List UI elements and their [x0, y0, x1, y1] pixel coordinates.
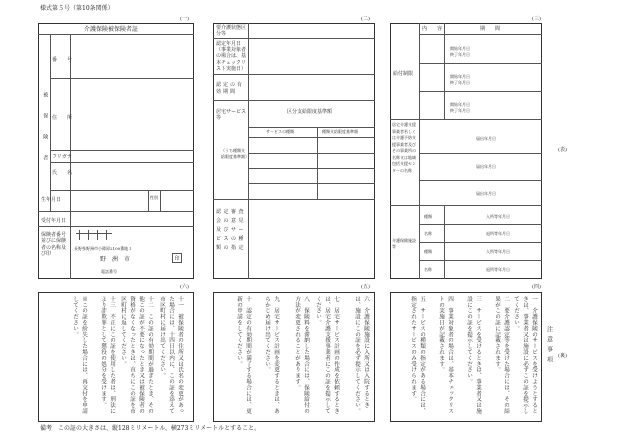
notify-date-2: 届出年月日	[476, 164, 496, 169]
panel-mark-2: (二)	[361, 16, 370, 22]
row-care-level: 要介護状態区分等	[216, 25, 247, 37]
note-7: 七 居宅サービス計画の作成を依頼するときは、居宅介護支援事業者にこの証を提示してください。	[315, 296, 339, 414]
panel-mark-6: (五)	[361, 284, 370, 290]
benefit-limit-label: 給付制限	[393, 71, 414, 77]
row-reception-date: 受付年月日	[41, 218, 67, 224]
limit-header: 区分支給限度基準額	[287, 109, 333, 115]
note-2: 二 要介護認定等を受けた場合には、その結果がこの証に記載されます。	[494, 296, 509, 414]
row-birthdate: 生年月日	[41, 197, 62, 203]
kind-limit-sub-row: （うち種類支給限度基準額）	[221, 148, 249, 159]
facility-label: 介護保険施設等	[392, 238, 416, 249]
facility-name-1: 名称	[424, 231, 432, 236]
col-content: 内 容	[422, 26, 443, 32]
footer-remark: 備考 この証の大きさは、縦128ミリメートル、横273ミリメートルとすること。	[40, 425, 261, 432]
facility-in-date-1: 入所等年月日	[486, 214, 510, 219]
note-5: 五 サービスの種類の指定がある場合には、指定されたサービスのみ受けられます。	[410, 296, 425, 414]
benefit-end-3: 終了年月日	[450, 108, 470, 113]
insurer-label: 保険者番号並びに保険者の名称及び印	[41, 232, 67, 258]
panel-mark-8: (裏)	[558, 353, 567, 359]
benefit-end-2: 終了年月日	[450, 80, 470, 85]
row-cert-date: 認定年月日（事業対象者の場合は、基本チェックリスト実施日）	[216, 41, 247, 72]
note-13: 十三 不正にこの証を使用した者は、刑法により詐欺罪として懲役の処分を受けます。	[100, 296, 115, 414]
support-provider-label: 居宅介護支援事業者若しくは介護予防支援事業者及びその事業所の名称又は地域包括支援センターの名称	[392, 122, 416, 173]
insurer-address: 長野県野洲市小篠原2100番地１	[74, 246, 133, 251]
note-asterisk: ※この証を紛失した場合には、再交付を申請してください。	[72, 296, 87, 414]
note-11: 十一 被保険者の住所又は氏名の変更があった場合には、十四日以内に、この証を添えて市区町村に届け出てください。	[159, 296, 183, 414]
note-8: 八 保険料を滞納した場合には、保険給付の方法が変更されることがあります。	[294, 296, 309, 414]
note-10: 十 認定の有効期間が満了する場合には、更新の申請をしてください。	[236, 296, 251, 414]
panel-mark-5: (六)	[180, 284, 189, 290]
card-title: 介護保険被保険者証	[84, 26, 139, 33]
panel-mark-7: (四)	[532, 284, 541, 290]
insurer-seal: 印	[172, 253, 182, 263]
benefit-start-3: 開始年月日	[450, 102, 470, 107]
insured-group-label: 被保険者	[42, 92, 49, 176]
row-furigana: フリガナ	[52, 154, 72, 160]
row-address: 住 所	[52, 115, 73, 121]
note-12: 十二 この証の有効期間が過ぎたとき、その他この証が不要になったとき又は被保険者の資格がなくなったときは、直ちにこの証を市区町村に返してください。	[120, 296, 153, 414]
facility-in-date-2: 入所等年月日	[486, 249, 510, 254]
note-4: 四 事業対象者の場合は、基本チェックリストの実施日が記載されます。	[438, 296, 453, 414]
row-valid-period: 認定の有効期間	[216, 82, 245, 95]
form-title: 様式第５号（第10条関係）	[40, 5, 114, 12]
note-3: 三 サービスを受けるときは、事業者又は施設にこの証を提示してください。	[466, 296, 481, 414]
row-number: 番 号	[52, 57, 73, 63]
col-period: 期 間	[480, 26, 501, 32]
panel-mark-3: (三)	[532, 16, 541, 22]
row-name: 氏 名	[52, 170, 73, 176]
service-kind-header: サービスの種類	[266, 129, 294, 134]
notify-date-1: 届出年月日	[476, 136, 496, 141]
notice-title: 注意事項	[545, 326, 553, 366]
notify-date-3: 届出年月日	[476, 191, 496, 196]
opinion-label: 認定審査会の意見及びサービスの種類の指定	[216, 209, 247, 251]
facility-out-date-2: 退所等年月日	[486, 267, 510, 272]
benefit-end-1: 終了年月日	[450, 52, 470, 57]
facility-name-2: 名称	[424, 267, 432, 272]
panel-mark-4: (表)	[558, 147, 567, 153]
benefit-start-2: 開始年月日	[450, 74, 470, 79]
note-9: 九 居宅サービス計画を変更するときは、あらかじめ届け出てください。	[264, 296, 279, 414]
facility-kind-1: 種類	[424, 214, 432, 219]
insurer-name: 野 洲 市	[100, 256, 131, 263]
phone-label: 電話番号	[101, 269, 117, 274]
panel-mark-1: (一)	[180, 16, 189, 22]
row-home-service: 居宅サービス等	[216, 109, 247, 121]
facility-kind-2: 種類	[424, 249, 432, 254]
benefit-start-1: 開始年月日	[450, 46, 470, 51]
gender-label: 性別	[150, 195, 158, 200]
note-6: 六 介護保険施設に入所又は入院するときは、施設にこの証を必ず提示してください。	[354, 296, 369, 414]
facility-out-date-1: 退所等年月日	[486, 231, 510, 236]
note-1: 一 介護保険のサービスを受けようとするときは、事業者又は施設に必ずこの証を提示してください。	[513, 296, 537, 414]
kind-limit-header: 種類支給限度基準額	[322, 129, 358, 134]
